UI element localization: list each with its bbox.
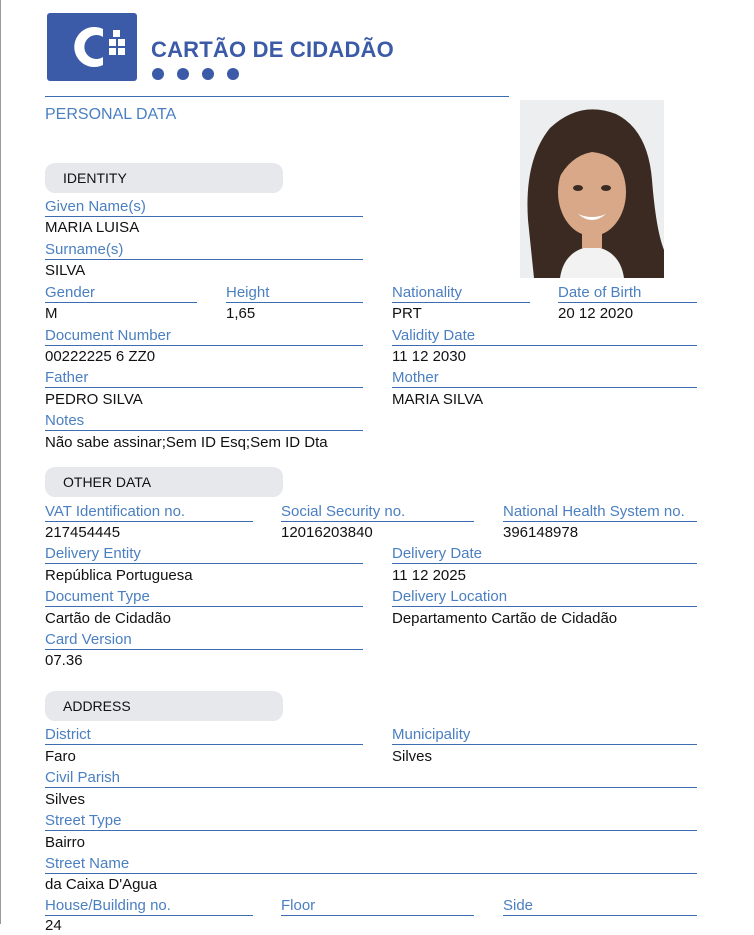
street-type-value: Bairro [45,834,86,851]
delivery-date-label: Delivery Date [392,544,697,564]
dob-value: 20 12 2020 [558,305,634,322]
dot-icon [177,68,189,80]
vat-value: 217454445 [45,524,121,541]
father-value: PEDRO SILVA [45,391,143,408]
doc-type-value: Cartão de Cidadão [45,610,171,627]
other-data-section-header: OTHER DATA [45,467,283,497]
surnames-value: SILVA [45,262,86,279]
nationality-value: PRT [392,305,422,322]
surnames-label: Surname(s) [45,240,363,260]
given-names-value: MARIA LUISA [45,219,140,236]
header-divider [45,96,509,97]
street-name-label: Street Name [45,854,697,874]
nationality-label: Nationality [392,283,530,303]
height-label: Height [226,283,363,303]
given-names-label: Given Name(s) [45,197,363,217]
dot-icon [227,68,239,80]
street-type-label: Street Type [45,811,697,831]
side-label: Side [503,896,697,916]
delivery-location-value: Departamento Cartão de Cidadão [392,610,618,627]
page-edge [0,0,1,924]
house-number-label: House/Building no. [45,896,253,916]
gender-label: Gender [45,283,197,303]
logo [47,13,137,81]
logo-mark-icon [47,13,137,81]
identity-section-header: IDENTITY [45,163,283,193]
district-value: Faro [45,748,76,765]
section-title: PERSONAL DATA [45,106,177,123]
district-label: District [45,725,363,745]
street-name-value: da Caixa D'Agua [45,876,158,893]
delivery-entity-value: República Portuguesa [45,567,193,584]
nhs-label: National Health System no. [503,502,697,522]
portrait-icon [520,100,664,278]
height-value: 1,65 [226,305,256,322]
municipality-value: Silves [392,748,433,765]
delivery-location-label: Delivery Location [392,587,697,607]
floor-label: Floor [281,896,474,916]
portrait-photo [520,100,664,278]
card-title: CARTÃO DE CIDADÃO [151,37,394,62]
mother-label: Mother [392,368,697,388]
address-section-header: ADDRESS [45,691,283,721]
vat-label: VAT Identification no. [45,502,253,522]
delivery-date-value: 11 12 2025 [392,567,466,584]
doc-number-label: Document Number [45,326,363,346]
notes-label: Notes [45,411,363,431]
civil-parish-label: Civil Parish [45,768,697,788]
dob-label: Date of Birth [558,283,697,303]
validity-label: Validity Date [392,326,697,346]
delivery-entity-label: Delivery Entity [45,544,363,564]
dot-icon [202,68,214,80]
ssn-value: 12016203840 [281,524,373,541]
validity-value: 11 12 2030 [392,348,466,365]
logo-dots [152,68,239,80]
card-version-label: Card Version [45,630,363,650]
civil-parish-value: Silves [45,791,86,808]
house-number-value: 24 [45,917,62,934]
ssn-label: Social Security no. [281,502,474,522]
dot-icon [152,68,164,80]
father-label: Father [45,368,363,388]
nhs-value: 396148978 [503,524,579,541]
gender-value: M [45,305,58,322]
doc-number-value: 00222225 6 ZZ0 [45,348,156,365]
card-version-value: 07.36 [45,652,83,669]
notes-value: Não sabe assinar;Sem ID Esq;Sem ID Dta [45,434,328,451]
municipality-label: Municipality [392,725,697,745]
mother-value: MARIA SILVA [392,391,484,408]
doc-type-label: Document Type [45,587,363,607]
